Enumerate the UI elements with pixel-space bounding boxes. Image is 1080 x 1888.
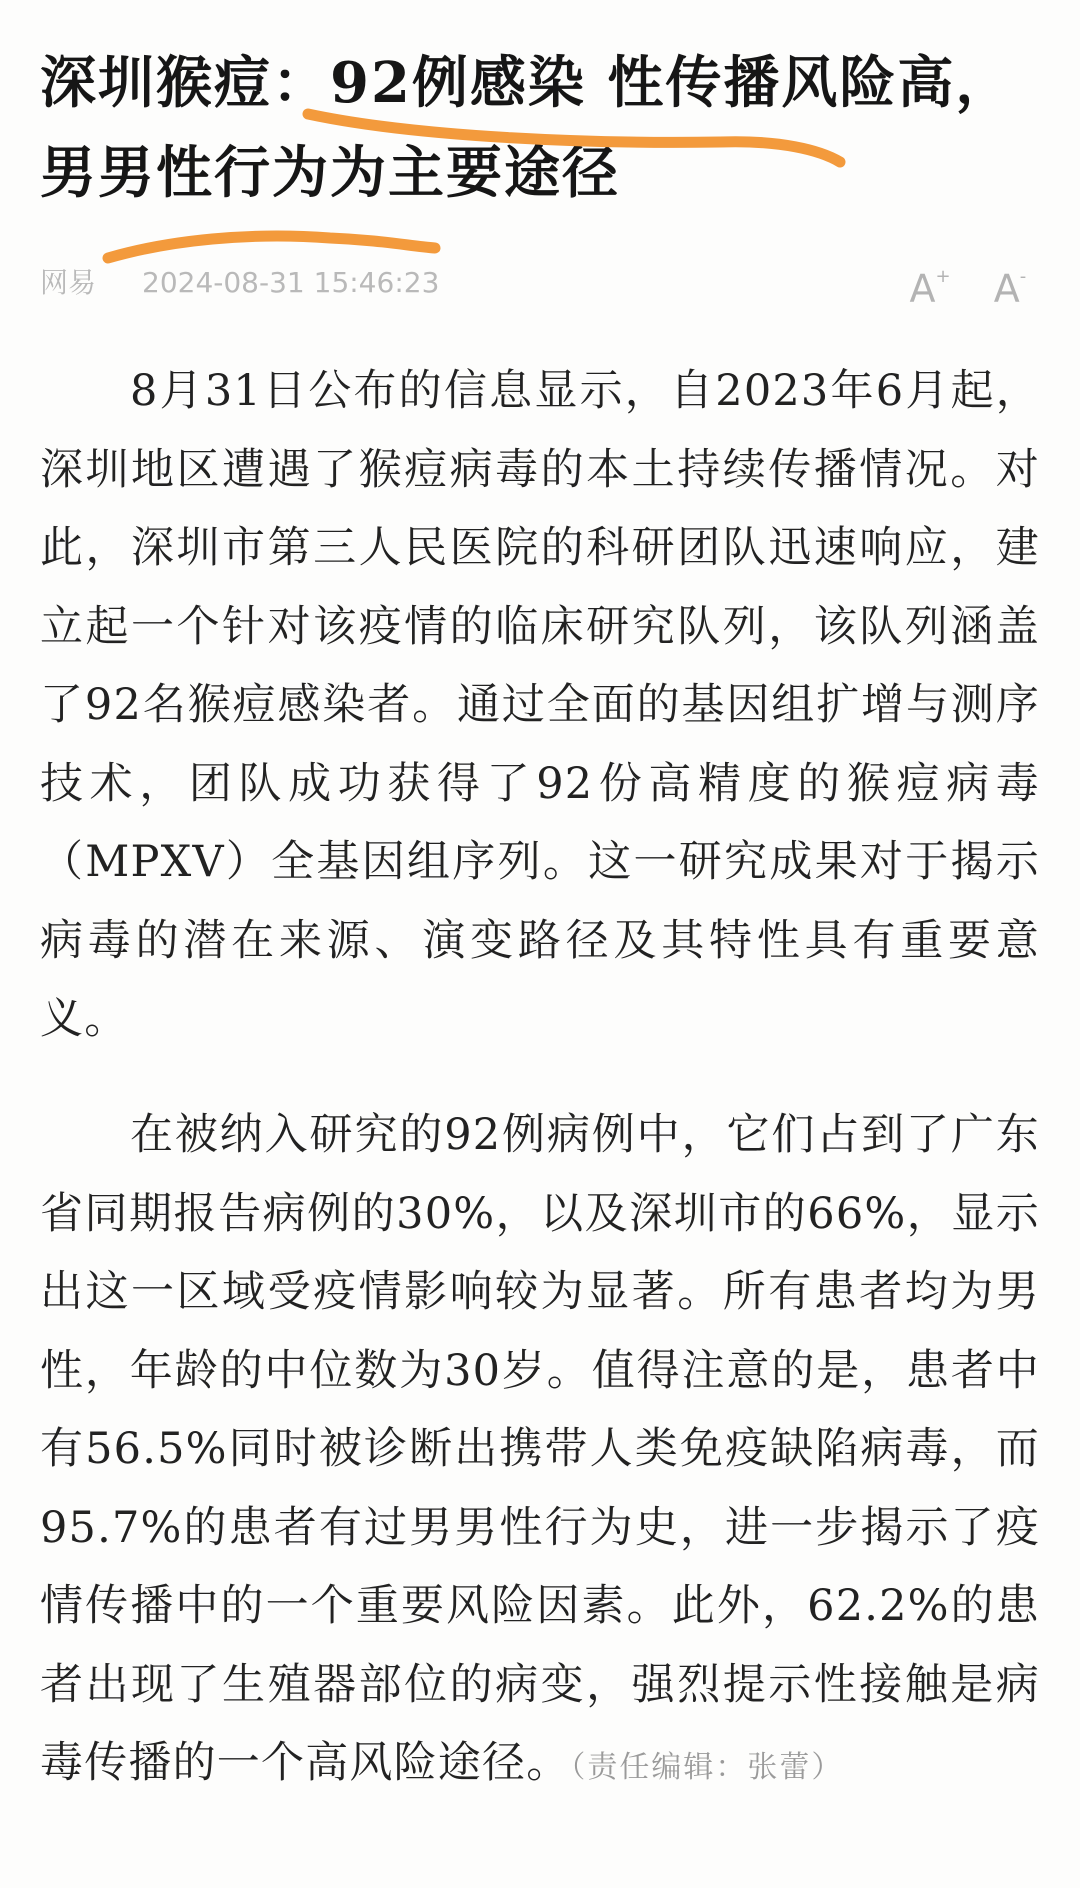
font-size-decrease-button[interactable] xyxy=(980,258,1040,311)
font-size-increase-button[interactable] xyxy=(900,258,960,311)
font-increase-icon: A xyxy=(909,266,936,311)
article-meta xyxy=(40,258,1040,311)
plus-icon: + xyxy=(935,266,951,287)
publish-time: 2024-08-31 15:46:23 xyxy=(142,266,440,299)
font-decrease-icon: A xyxy=(993,266,1020,311)
article-title: 深圳猴痘：92例感染 性传播风险高，男男性行为为主要途径 xyxy=(40,50,1014,206)
paragraph-2-text: 在被纳入研究的92例病例中，它们占到了广东省同期报告病例的30%，以及深圳市的66%，显示出这一区域受疫情影响较为显著。所有患者均为男性，年龄的中位数为30岁。值得注意的是，患者中有56.5%同时被诊断出携带人类免疫缺陷病毒，而95.7%的患者有过男男性行为史，进一步揭示了疫情传播中的一个重要风险因素。此外，62.2%的患者出现了生殖器部位的病变，强烈提示性接触是病毒传播的一个高风险途径。 xyxy=(40,1110,1040,1788)
editor-note: （责任编辑：张蕾） xyxy=(570,1750,844,1785)
minus-icon: - xyxy=(1019,266,1027,287)
source-label: 网易 xyxy=(40,266,97,299)
article-paragraph-1: 8月31日公布的信息显示，自2023年6月起，深圳地区遭遇了猴痘病毒的本土持续传播情况。对此，深圳市第三人民医院的科研团队迅速响应，建立起一个针对该疫情的临床研究队列，该队列涵盖了92名猴痘感染者。通过全面的基因组扩增与测序技术，团队成功获得了92份高精度的猴痘病毒（MPXV）全基因组序列。这一研究成果对于揭示病毒的潜在来源、演变路径及其特性具有重要意义。 xyxy=(40,366,1040,1044)
article-paragraph-2 xyxy=(40,1096,1040,1808)
